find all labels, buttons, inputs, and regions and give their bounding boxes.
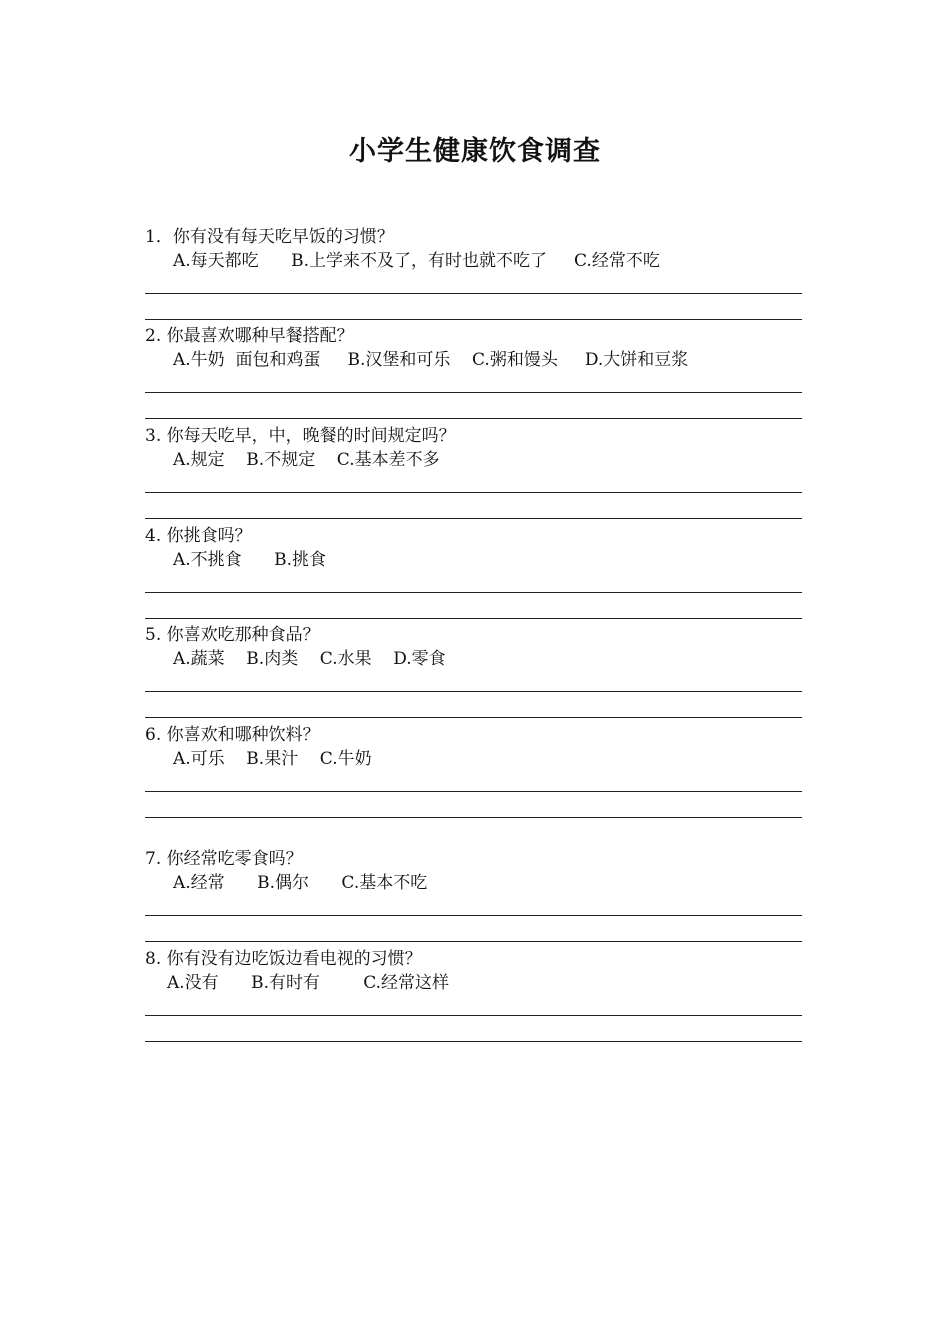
answer-line bbox=[145, 1041, 802, 1042]
answer-line bbox=[145, 618, 802, 619]
question-block bbox=[145, 623, 802, 671]
question-options: A.牛奶 面包和鸡蛋 B.汉堡和可乐 C.粥和馒头 D.大饼和豆浆 bbox=[173, 350, 689, 370]
answer-line bbox=[145, 817, 802, 818]
question-text: 7. 你经常吃零食吗？ bbox=[145, 849, 303, 869]
question-options: A.蔬菜 B.肉类 C.水果 D.零食 bbox=[173, 649, 446, 669]
question-block bbox=[145, 225, 802, 273]
question-text: 5. 你喜欢吃那种食品？ bbox=[145, 625, 320, 645]
question-options: A.每天都吃 B.上学来不及了，有时也就不吃了 C.经常不吃 bbox=[173, 251, 660, 271]
question-text: 3. 你每天吃早，中，晚餐的时间规定吗？ bbox=[145, 426, 456, 446]
answer-line bbox=[145, 293, 802, 294]
answer-line bbox=[145, 691, 802, 692]
answer-line bbox=[145, 319, 802, 320]
answer-line bbox=[145, 915, 802, 916]
question-options: A.不挑食 B.挑食 bbox=[173, 550, 326, 570]
answer-line bbox=[145, 518, 802, 519]
question-text: 8. 你有没有边吃饭边看电视的习惯？ bbox=[145, 949, 422, 969]
answer-line bbox=[145, 717, 802, 718]
question-text: 6. 你喜欢和哪种饮料？ bbox=[145, 725, 320, 745]
question-options: A.经常 B.偶尔 C.基本不吃 bbox=[173, 873, 428, 893]
answer-line bbox=[145, 392, 802, 393]
question-text: 4. 你挑食吗？ bbox=[145, 526, 252, 546]
question-options: A.可乐 B.果汁 C.牛奶 bbox=[173, 749, 372, 769]
answer-line bbox=[145, 1015, 802, 1016]
answer-line bbox=[145, 941, 802, 942]
answer-line bbox=[145, 791, 802, 792]
question-block bbox=[145, 424, 802, 472]
answer-line bbox=[145, 418, 802, 419]
question-text: 1．你有没有每天吃早饭的习惯？ bbox=[145, 227, 394, 247]
question-block bbox=[145, 524, 802, 572]
question-text: 2. 你最喜欢哪种早餐搭配？ bbox=[145, 326, 354, 346]
document-title: 小学生健康饮食调查 bbox=[349, 136, 601, 167]
question-block bbox=[145, 947, 802, 995]
answer-line bbox=[145, 492, 802, 493]
question-block bbox=[145, 723, 802, 771]
answer-line bbox=[145, 592, 802, 593]
question-options: A.没有 B.有时有 C.经常这样 bbox=[167, 973, 450, 993]
question-options: A.规定 B.不规定 C.基本差不多 bbox=[173, 450, 440, 470]
question-block bbox=[145, 847, 802, 895]
question-block bbox=[145, 324, 802, 372]
